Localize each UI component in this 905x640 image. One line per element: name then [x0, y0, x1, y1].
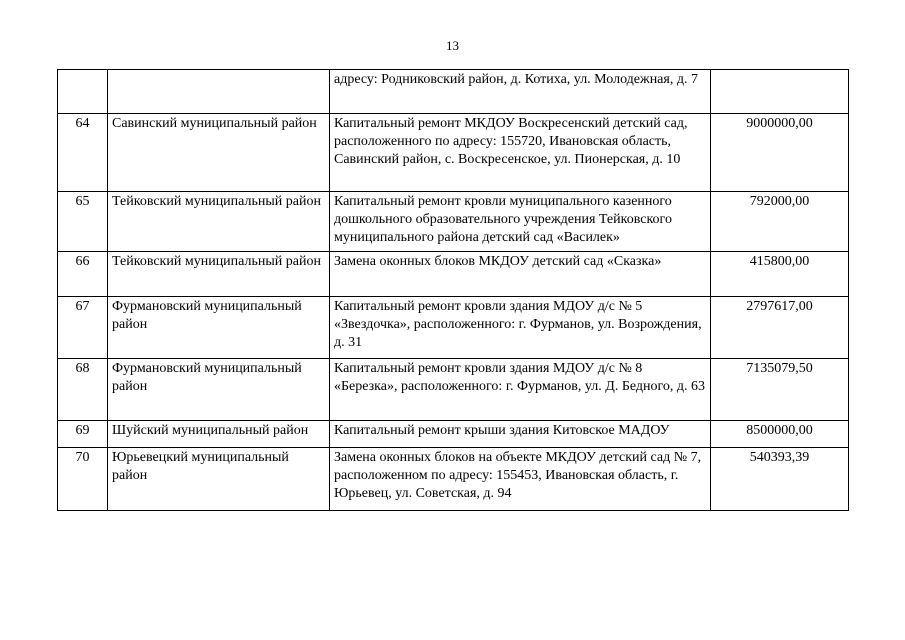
table-row — [58, 297, 849, 359]
district-name — [108, 70, 330, 114]
table-row — [58, 252, 849, 297]
row-number: 67 — [58, 297, 108, 359]
amount: 9000000,00 — [711, 114, 849, 192]
amount: 415800,00 — [711, 252, 849, 297]
row-number: 66 — [58, 252, 108, 297]
row-number: 69 — [58, 421, 108, 448]
work-description: Капитальный ремонт МКДОУ Воскресенский детский сад, расположенного по адресу: 155720, Ивановская область, Савинский район, с. Воскресенское, ул. Пионерская, д. 10 — [330, 114, 711, 192]
page-number: 13 — [446, 38, 459, 53]
work-description: Капитальный ремонт крыши здания Китовское МАДОУ — [330, 421, 711, 448]
amount: 2797617,00 — [711, 297, 849, 359]
amount: 8500000,00 — [711, 421, 849, 448]
funding-table — [57, 69, 849, 511]
work-description: адресу: Родниковский район, д. Котиха, ул. Молодежная, д. 7 — [330, 70, 711, 114]
district-name: Юрьевецкий муниципальный район — [108, 448, 330, 511]
table-row — [58, 114, 849, 192]
district-name: Фурмановский муниципальный район — [108, 359, 330, 421]
table-row — [58, 359, 849, 421]
amount: 7135079,50 — [711, 359, 849, 421]
amount: 792000,00 — [711, 192, 849, 252]
row-number: 65 — [58, 192, 108, 252]
row-number: 70 — [58, 448, 108, 511]
amount: 540393,39 — [711, 448, 849, 511]
district-name: Савинский муниципальный район — [108, 114, 330, 192]
work-description: Замена оконных блоков на объекте МКДОУ детский сад № 7, расположенном по адресу: 155453, Ивановская область, г. Юрьевец, ул. Советская, д. 94 — [330, 448, 711, 511]
district-name: Тейковский муниципальный район — [108, 252, 330, 297]
district-name: Тейковский муниципальный район — [108, 192, 330, 252]
table-row — [58, 448, 849, 511]
row-number — [58, 70, 108, 114]
work-description: Капитальный ремонт кровли здания МДОУ д/с № 8 «Березка», расположенного: г. Фурманов, ул. Д. Бедного, д. 63 — [330, 359, 711, 421]
district-name: Фурмановский муниципальный район — [108, 297, 330, 359]
work-description: Капитальный ремонт кровли муниципального казенного дошкольного образовательного учреждения Тейковского муниципального района детский сад «Василек» — [330, 192, 711, 252]
table-row — [58, 192, 849, 252]
amount — [711, 70, 849, 114]
district-name: Шуйский муниципальный район — [108, 421, 330, 448]
work-description: Замена оконных блоков МКДОУ детский сад «Сказка» — [330, 252, 711, 297]
row-number: 64 — [58, 114, 108, 192]
table-row — [58, 421, 849, 448]
work-description: Капитальный ремонт кровли здания МДОУ д/с № 5 «Звездочка», расположенного: г. Фурманов, ул. Возрождения, д. 31 — [330, 297, 711, 359]
table-row — [58, 70, 849, 114]
row-number: 68 — [58, 359, 108, 421]
